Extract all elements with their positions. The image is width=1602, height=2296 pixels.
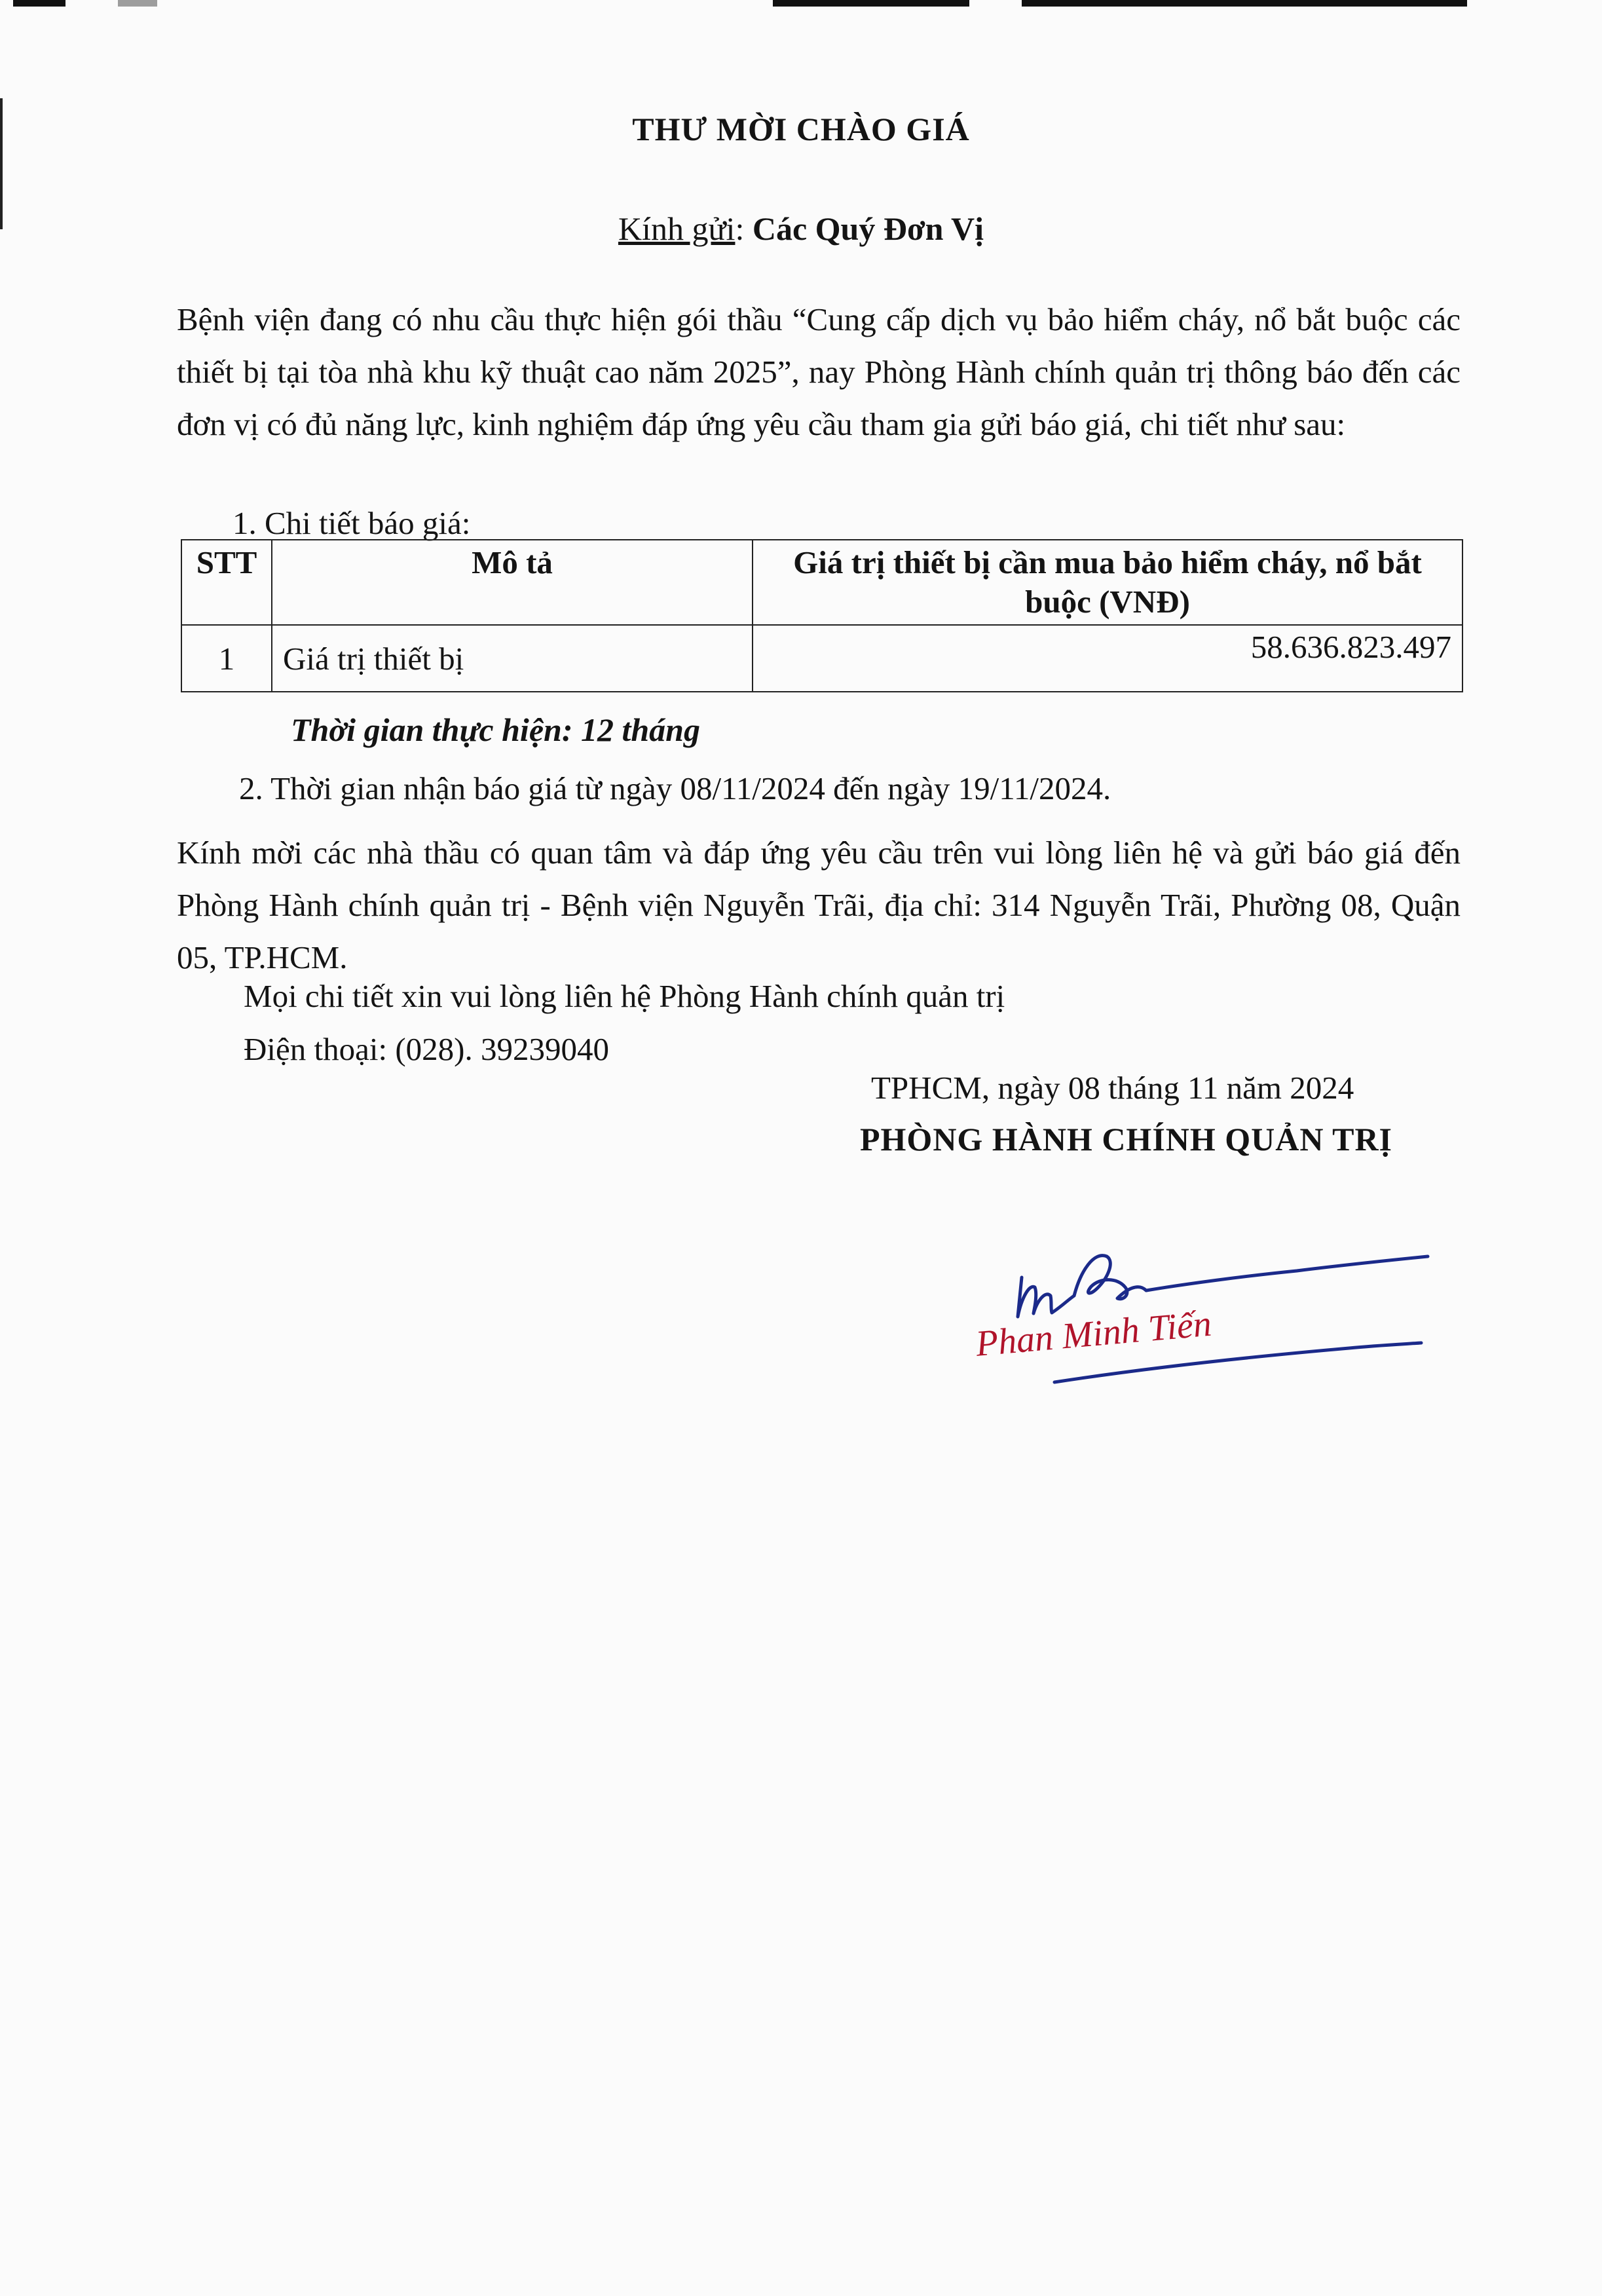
cell-stt: 1 <box>181 625 272 692</box>
phone-line: Điện thoại: (028). 39239040 <box>244 1031 609 1067</box>
issuing-office: PHÒNG HÀNH CHÍNH QUẢN TRỊ <box>860 1121 1393 1157</box>
greeting-prefix: Kính gửi <box>618 210 736 247</box>
header-value: Giá trị thiết bị cần mua bảo hiểm cháy, nổ bắt buộc (VNĐ) <box>753 540 1462 625</box>
greeting-line <box>0 210 1602 248</box>
header-description: Mô tả <box>272 540 753 625</box>
handwritten-signature <box>969 1173 1441 1408</box>
header-stt: STT <box>181 540 272 625</box>
table-row <box>181 625 1462 692</box>
greeting-recipient: Các Quý Đơn Vị <box>752 210 984 247</box>
document-title: THƯ MỜI CHÀO GIÁ <box>632 111 970 147</box>
intro-paragraph: Bệnh viện đang có nhu cầu thực hiện gói thầu “Cung cấp dịch vụ bảo hiểm cháy, nổ bắt buộc các thiết bị tại tòa nhà khu kỹ thuật cao năm 2025”, nay Phòng Hành chính quản trị thông báo đến các đơn vị có đủ năng lực, kinh nghiệm đáp ứng yêu cầu tham gia gửi báo giá, chi tiết như sau: <box>177 301 1461 442</box>
quote-table <box>181 539 1463 692</box>
invitation-paragraph: Kính mời các nhà thầu có quan tâm và đáp ứng yêu cầu trên vui lòng liên hệ và gửi báo giá đến Phòng Hành chính quản trị - Bệnh viện Nguyễn Trãi, địa chỉ: 314 Nguyễn Trãi, Phường 08, Quận 05, TP.HCM. <box>177 835 1461 975</box>
cell-description: Giá trị thiết bị <box>272 625 753 692</box>
signer-name-stamp: Phan Minh Tiến <box>974 1303 1214 1364</box>
date-line: TPHCM, ngày 08 tháng 11 năm 2024 <box>871 1070 1354 1106</box>
duration-line: Thời gian thực hiện: 12 tháng <box>291 711 700 748</box>
contact-line: Mọi chi tiết xin vui lòng liên hệ Phòng Hành chính quản trị <box>244 978 1005 1014</box>
table-header-row <box>181 540 1462 625</box>
cell-value: 58.636.823.497 <box>753 625 1462 692</box>
scan-edge-top <box>0 0 1602 7</box>
section-2-line: 2. Thời gian nhận báo giá từ ngày 08/11/2024 đến ngày 19/11/2024. <box>239 770 1111 806</box>
greeting-separator: : <box>735 210 753 247</box>
section-1-heading: 1. Chi tiết báo giá: <box>233 505 471 541</box>
